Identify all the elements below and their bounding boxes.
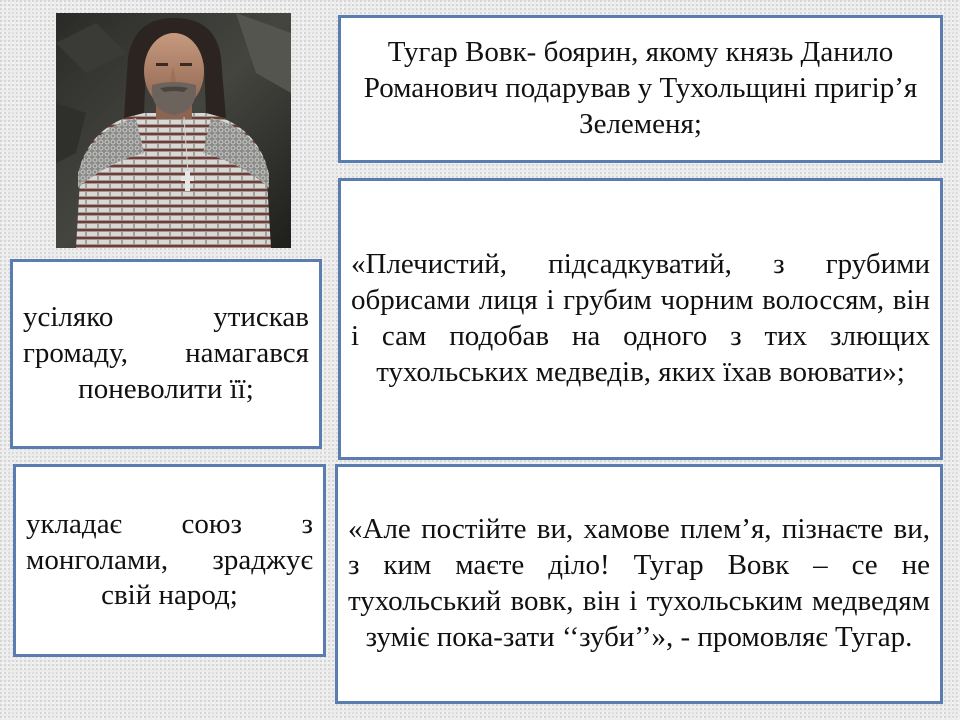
tugar-description-box [338, 15, 943, 163]
threat-quote-box [335, 464, 943, 704]
portrait-image [56, 13, 291, 248]
appearance-quote-box [338, 178, 943, 460]
appearance-quote-text: «Плечистий, підсадкуватий, з грубими обрисами лиця і грубим чорним волоссям, він і сам подобав на одного з тих злющих тухольських медведів, яких їхав воювати»; [351, 248, 930, 388]
alliance-box [13, 464, 326, 657]
threat-quote-text: «Але постійте ви, хамове плем’я, пізнаєте ви, з ким маєте діло! Тугар Вовк – се не тухольський вовк, він і тухольським медведям зуміє пока-зати ‘‘зуби’’», - промовляє Тугар. [348, 513, 930, 653]
oppression-box [10, 259, 322, 449]
alliance-text: укладає союз з монголами, зраджує свій народ; [26, 507, 313, 612]
tugar-description-text: Тугар Вовк- боярин, якому князь Данило Романович подарував у Тухольщині пригір’я Зелеменя; [363, 36, 918, 140]
oppression-text: усіляко утискав громаду, намагався поневолити її; [23, 301, 309, 405]
